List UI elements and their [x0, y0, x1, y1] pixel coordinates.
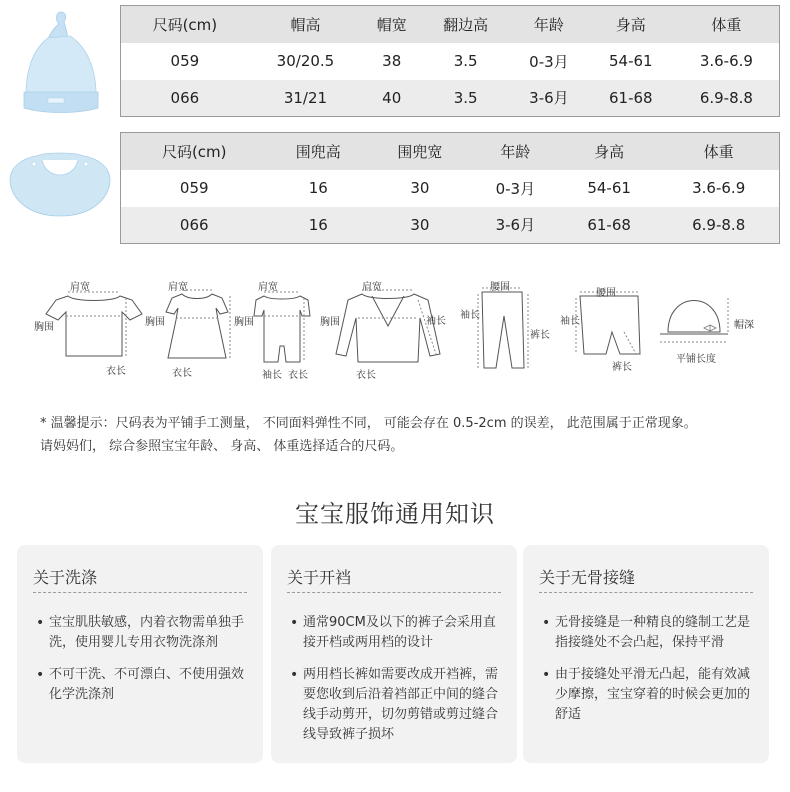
table-cell: 6.9-8.8 — [674, 80, 780, 117]
list-item — [287, 613, 505, 653]
baby-hat-image — [18, 10, 104, 116]
label-chest: 胸围 — [320, 317, 340, 328]
list-item — [33, 613, 251, 653]
table-cell: 30 — [369, 207, 471, 244]
label-pants-length: 裤长 — [612, 362, 632, 373]
bullet-icon: • — [290, 615, 299, 631]
label-shoulder-width: 肩宽 — [258, 282, 278, 293]
table-header-row — [121, 133, 780, 170]
table-cell: 0-3月 — [471, 170, 560, 207]
bullet-icon: • — [542, 615, 551, 631]
card-list — [287, 613, 505, 757]
table-cell: 066 — [121, 80, 249, 117]
card-open-crotch — [271, 545, 517, 763]
table-cell: 3.5 — [421, 43, 510, 80]
shorts-diagram — [556, 270, 656, 385]
label-length: 衣长 — [356, 370, 376, 381]
table-cell: 3.6-6.9 — [674, 43, 780, 80]
table-cell: 3.5 — [421, 80, 510, 117]
baby-bib-image — [6, 150, 114, 220]
card-list — [33, 613, 251, 717]
table-row — [121, 207, 780, 244]
list-item-text: 不可干洗、不可漂白、不使用强效化学洗涤剂 — [49, 667, 245, 702]
table-cell: 6.9-8.8 — [658, 207, 779, 244]
table-header-cell: 尺码(cm) — [121, 6, 249, 43]
bullet-icon: • — [36, 615, 45, 631]
table-cell: 54-61 — [560, 170, 658, 207]
table-cell: 54-61 — [588, 43, 674, 80]
table-header-cell: 年龄 — [471, 133, 560, 170]
label-waist: 腰围 — [490, 282, 510, 293]
bullet-icon: • — [36, 667, 45, 683]
table-header-cell: 围兜宽 — [369, 133, 471, 170]
jacket-diagram — [318, 270, 458, 385]
table-cell: 61-68 — [560, 207, 658, 244]
tip-line: 请妈妈们， 综合参照宝宝年龄、 身高、 体重选择适合的尺码。 — [40, 439, 404, 454]
table-cell: 059 — [121, 170, 268, 207]
hat-diagram — [656, 270, 770, 385]
tip-line: * 温馨提示：尺码表为平铺手工测量， 不同面料弹性不同， 可能会存在 0.5-2cm 的误差， 此范围属于正常现象。 — [40, 416, 697, 431]
table-header-row — [121, 6, 780, 43]
table-row — [121, 170, 780, 207]
table-header-cell: 身高 — [588, 6, 674, 43]
list-item — [287, 665, 505, 745]
label-sleeve: 袖长 — [560, 316, 580, 327]
table-cell: 31/21 — [249, 80, 362, 117]
table-header-cell: 体重 — [674, 6, 780, 43]
label-sleeve: 袖长 — [426, 316, 446, 327]
card-divider — [33, 592, 247, 593]
label-length: 衣长 — [106, 366, 126, 377]
list-item-text: 由于接缝处平滑无凸起，能有效减少摩擦，宝宝穿着的时候会更加的舒适 — [555, 667, 751, 722]
label-shoulder-width: 肩宽 — [168, 282, 188, 293]
table-cell: 16 — [267, 207, 369, 244]
section-title: 宝宝服饰通用知识 — [295, 500, 495, 528]
table-header-cell: 帽宽 — [362, 6, 421, 43]
table-header-cell: 年龄 — [510, 6, 588, 43]
table-cell: 30 — [369, 170, 471, 207]
list-item-text: 通常90CM及以下的裤子会采用直接开档或两用档的设计 — [303, 615, 496, 650]
list-item — [539, 613, 757, 653]
label-waist: 腰围 — [596, 288, 616, 299]
bib-size-table — [120, 132, 780, 244]
table-cell: 16 — [267, 170, 369, 207]
label-chest: 胸围 — [145, 317, 165, 328]
card-title: 关于洗涤 — [33, 568, 98, 587]
list-item-text: 宝宝肌肤敏感，内着衣物需单独手洗，使用婴儿专用衣物洗涤剂 — [49, 615, 245, 650]
card-title: 关于开裆 — [287, 568, 352, 587]
measurement-diagrams — [30, 270, 770, 385]
table-header-cell: 围兜高 — [267, 133, 369, 170]
table-header-cell: 尺码(cm) — [121, 133, 268, 170]
list-item-text: 两用档长裤如需要改成开裆裤，需要您收到后沿着裆部正中间的缝合线手动剪开，切勿剪错或剪过缝合线导致裤子损坏 — [303, 667, 499, 742]
table-cell: 61-68 — [588, 80, 674, 117]
dress-diagram — [142, 270, 242, 385]
table-cell: 40 — [362, 80, 421, 117]
table-row — [121, 43, 780, 80]
list-item — [33, 665, 251, 705]
table-cell: 38 — [362, 43, 421, 80]
bullet-icon: • — [542, 667, 551, 683]
table-cell: 3.6-6.9 — [658, 170, 779, 207]
table-row — [121, 80, 780, 117]
card-seamless — [523, 545, 769, 763]
card-divider — [539, 592, 753, 593]
card-washing — [17, 545, 263, 763]
card-title: 关于无骨接缝 — [539, 568, 636, 587]
bullet-icon: • — [290, 667, 299, 683]
list-item-text: 无骨接缝是一种精良的缝制工艺是指接缝处不会凸起，保持平滑 — [555, 615, 751, 650]
label-length: 衣长 — [172, 368, 192, 379]
label-chest: 胸围 — [34, 322, 54, 333]
table-header-cell: 体重 — [658, 133, 779, 170]
label-shoulder-width: 肩宽 — [362, 282, 382, 293]
label-length: 衣长 — [288, 370, 308, 381]
hat-size-table — [120, 5, 780, 117]
label-sleeve: 袖长 — [262, 370, 282, 381]
label-sleeve: 袖长 — [460, 310, 480, 321]
pants-diagram — [456, 270, 566, 385]
table-cell: 066 — [121, 207, 268, 244]
list-item — [539, 665, 757, 725]
label-flat-length: 平铺长度 — [676, 354, 716, 365]
table-header-cell: 帽高 — [249, 6, 362, 43]
table-header-cell: 身高 — [560, 133, 658, 170]
label-shoulder-width: 肩宽 — [70, 282, 90, 293]
romper-diagram — [232, 270, 322, 385]
card-divider — [287, 592, 501, 593]
size-tip — [40, 412, 770, 458]
tshirt-diagram — [30, 270, 140, 385]
table-cell: 3-6月 — [471, 207, 560, 244]
table-cell: 0-3月 — [510, 43, 588, 80]
label-hat-depth: 帽深 — [734, 320, 754, 331]
card-list — [539, 613, 757, 737]
label-pants-length: 裤长 — [530, 330, 550, 341]
table-cell: 059 — [121, 43, 249, 80]
table-header-cell: 翻边高 — [421, 6, 510, 43]
table-cell: 3-6月 — [510, 80, 588, 117]
table-cell: 30/20.5 — [249, 43, 362, 80]
label-chest: 胸围 — [234, 317, 254, 328]
